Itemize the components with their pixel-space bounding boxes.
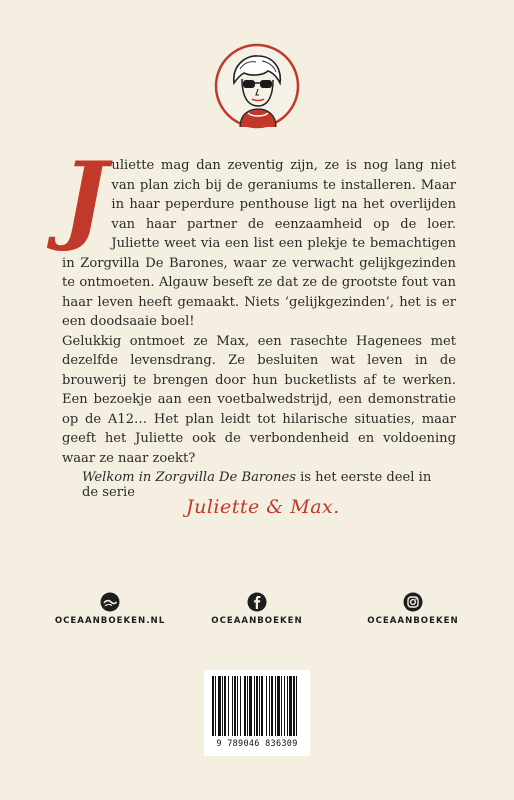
isbn-barcode (204, 670, 310, 756)
facebook-icon (247, 592, 267, 612)
dropcap-letter: J (62, 141, 106, 254)
series-book-title: Welkom in Zorgvilla De Barones (82, 470, 296, 485)
series-name: Juliette & Max. (186, 496, 340, 518)
instagram-icon (403, 592, 423, 612)
social-item-facebook[interactable] (187, 592, 327, 626)
portrait-illustration-icon (214, 43, 300, 129)
series-line-rest: is het eerste deel in de serie (82, 470, 432, 500)
isbn-number: 9 789046 836309 (216, 739, 298, 749)
blurb-paragraph-1-text: uliette mag dan zeventig zijn, ze is nog lang niet van plan zich bij de geraniums te installeren. Maar in haar peperdure penthouse ligt na het overlijden van haar partner de eenzaamheid op de loer. Juliette weet via een list een plekje te bemachtigen in Zorgvilla De Barones, waar ze verwacht gelijkgezinden te ontmoeten. Algauw beseft ze dat ze de grootste fout van haar leven heeft gemaakt. Niets ‘gelijkgezinden’, het is er een doodsaaie boel! (62, 158, 456, 329)
oceaan-logo-icon (100, 592, 120, 612)
author-portrait (214, 43, 300, 129)
social-links (0, 592, 514, 640)
barcode-bars-icon (210, 676, 304, 738)
blurb-paragraph-2: Gelukkig ontmoet ze Max, een rasechte Hagenees met dezelfde levensdrang. Ze besluiten wat leven in de brouwerij te brengen door hun bucketlists af te werken. Een bezoekje aan een voetbalwedstrijd, een demonstratie op de A12… Het plan leidt tot hilarische situaties, maar geeft het Juliette ook de verbondenheid en voldoening waar ze naar zoekt? (62, 333, 456, 466)
blurb-text (62, 141, 456, 468)
social-label-facebook: OCEAANBOEKEN (211, 616, 303, 626)
social-label-instagram: OCEAANBOEKEN (367, 616, 459, 626)
social-label-website: OCEAANBOEKEN.NL (54, 616, 166, 626)
blurb-paragraph-1 (62, 141, 456, 332)
social-item-website[interactable] (40, 592, 180, 626)
social-item-instagram[interactable] (343, 592, 483, 626)
